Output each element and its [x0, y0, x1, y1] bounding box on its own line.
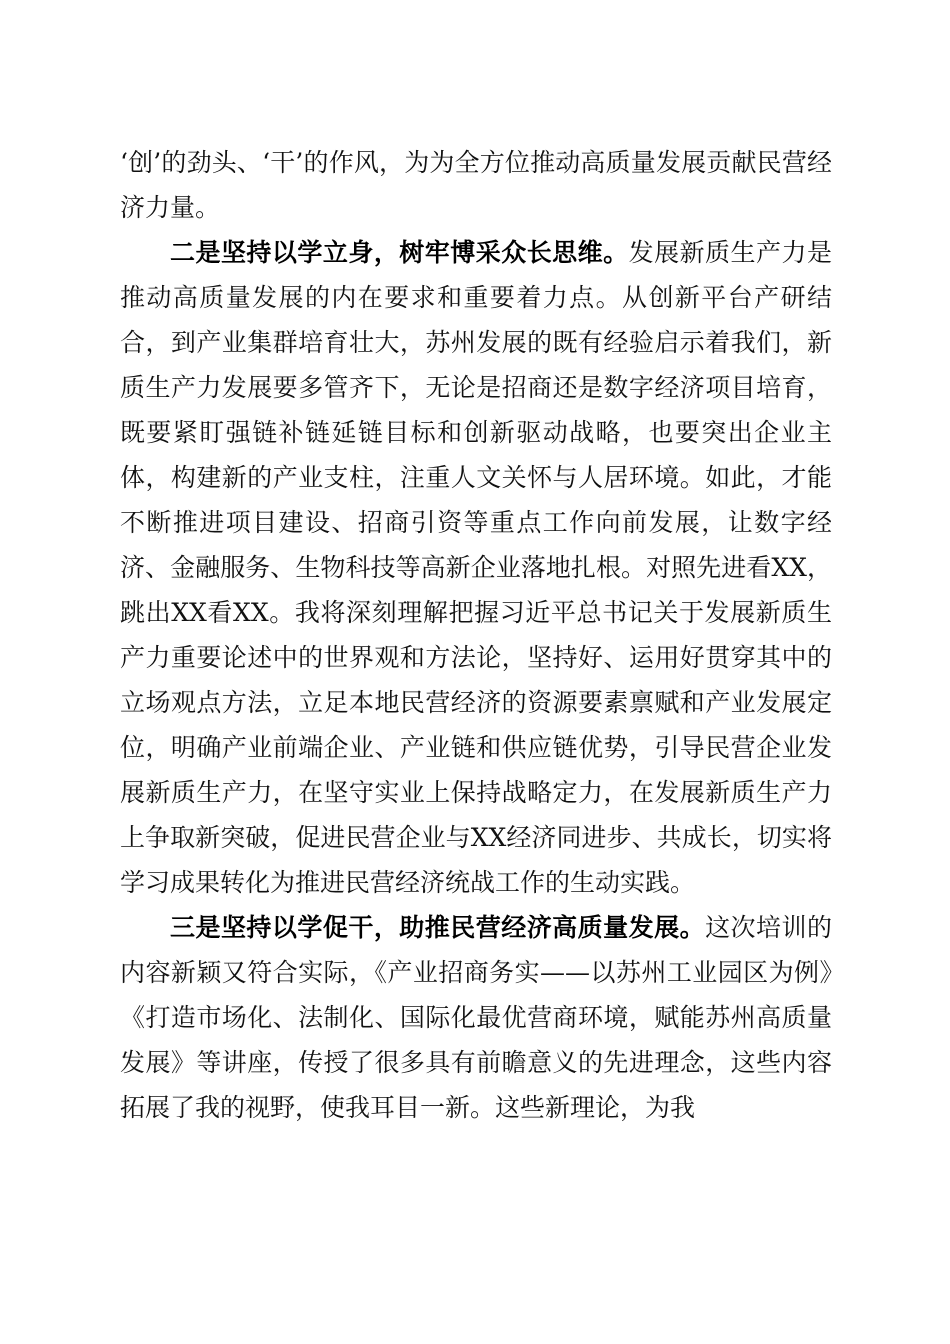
- paragraph-third-point: [120, 905, 832, 1130]
- paragraph-lead-heading: 二是坚持以学立身，树牢博采众长思维。: [170, 238, 629, 267]
- paragraph-second-point: [120, 230, 832, 905]
- document-body: [120, 140, 832, 1130]
- paragraph-lead-heading: 三是坚持以学促干，助推民营经济高质量发展。: [170, 913, 706, 942]
- paragraph-body-text: 发展新质生产力是推动高质量发展的内在要求和重要着力点。从创新平台产研结合，到产业集群培育壮大，苏州发展的既有经验启示着我们，新质生产力发展要多管齐下，无论是招商还是数字经济项目培育，既要紧盯强链补链延链目标和创新驱动战略，也要突出企业主体，构建新的产业支柱，注重人文关怀与人居环境。如此，才能不断推进项目建设、招商引资等重点工作向前发展，让数字经济、金融服务、生物科技等高新企业落地扎根。对照先进看XX，跳出XX看XX。我将深刻理解把握习近平总书记关于发展新质生产力重要论述中的世界观和方法论，坚持好、运用好贯穿其中的立场观点方法，立足本地民营经济的资源要素禀赋和产业发展定位，明确产业前端企业、产业链和供应链优势，引导民营企业发展新质生产力，在坚守实业上保持战略定力，在发展新质生产力上争取新突破，促进民营企业与XX经济同进步、共成长，切实将学习成果转化为推进民营经济统战工作的生动实践。: [120, 238, 832, 897]
- paragraph-body-text: 这次培训的内容新颖又符合实际，《产业招商务实——以苏州工业园区为例》《打造市场化、法制化、国际化最优营商环境，赋能苏州高质量发展》等讲座，传授了很多具有前瞻意义的先进理念，这些内容拓展了我的视野，使我耳目一新。这些新理论，为我: [120, 913, 832, 1122]
- paragraph-continuation: ‘创’的劲头、‘干’的作风，为为全方位推动高质量发展贡献民营经济力量。: [120, 148, 832, 222]
